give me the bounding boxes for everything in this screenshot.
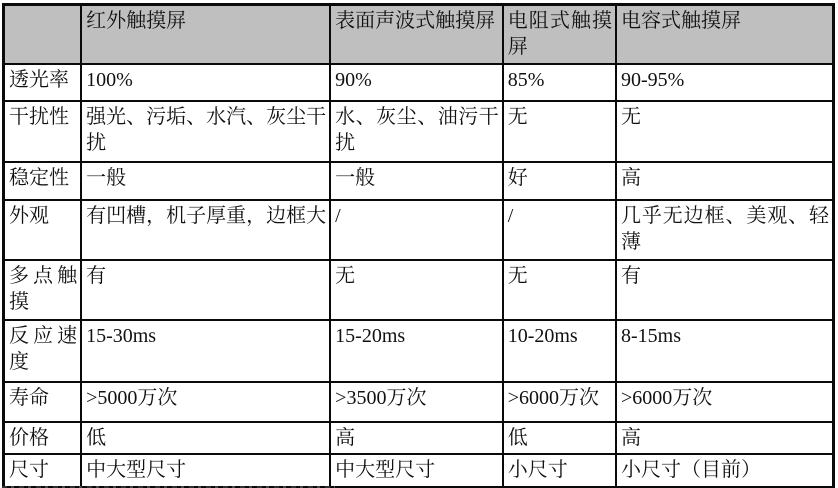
row-label: 外观: [4, 200, 82, 260]
cell-value: 强光、污垢、水汽、灰尘干扰: [81, 101, 330, 162]
cell-value: 低: [81, 422, 330, 454]
cell-value: 无: [330, 260, 503, 320]
row-label: 反应速度: [4, 320, 82, 382]
cell-value: 几乎无边框、美观、轻薄: [616, 200, 833, 260]
header-infrared: 红外触摸屏: [81, 5, 330, 64]
cell-value: 高: [616, 162, 833, 200]
page: [0, 3, 838, 488]
cell-value: 高: [330, 422, 503, 454]
table-row-multitouch: [4, 260, 834, 320]
cell-value: >5000万次: [81, 382, 330, 422]
header-surface-acoustic-wave: 表面声波式触摸屏: [330, 5, 503, 64]
cell-value: 无: [616, 101, 833, 162]
cell-value: 小尺寸: [503, 454, 616, 487]
cell-value: 有凹槽，机子厚重，边框大: [81, 200, 330, 260]
cell-value: 一般: [81, 162, 330, 200]
table-row-lifespan: [4, 382, 834, 422]
cell-value: 有: [616, 260, 833, 320]
cell-value: 高: [616, 422, 833, 454]
row-label: 干扰性: [4, 101, 82, 162]
cell-value: 85%: [503, 64, 616, 101]
cell-value: 90-95%: [616, 64, 833, 101]
table-row-transmittance: [4, 64, 834, 101]
row-label: 稳定性: [4, 162, 82, 200]
cell-value: 低: [503, 422, 616, 454]
cell-value: 90%: [330, 64, 503, 101]
header-capacitive: 电容式触摸屏: [616, 5, 833, 64]
row-label: 透光率: [4, 64, 82, 101]
table-row-stability: [4, 162, 834, 200]
cell-value: 无: [503, 101, 616, 162]
cell-value: 小尺寸（目前）: [616, 454, 833, 487]
cell-value: >6000万次: [616, 382, 833, 422]
cell-value: 一般: [330, 162, 503, 200]
cell-value: 15-20ms: [330, 320, 503, 382]
touchscreen-comparison-table: [2, 3, 835, 488]
header-resistive: 电阻式触摸屏: [503, 5, 616, 64]
cell-value: 8-15ms: [616, 320, 833, 382]
cell-value: 有: [81, 260, 330, 320]
table-row-price: [4, 422, 834, 454]
table-row-size: [4, 454, 834, 487]
cell-value: 10-20ms: [503, 320, 616, 382]
cell-value: 中大型尺寸: [81, 454, 330, 487]
cell-value: 好: [503, 162, 616, 200]
cell-value: 100%: [81, 64, 330, 101]
header-corner-cell: [4, 5, 82, 64]
table-header-row: [4, 5, 834, 64]
table-row-response-speed: [4, 320, 834, 382]
cell-value: 中大型尺寸: [330, 454, 503, 487]
row-label: 尺寸: [4, 454, 82, 487]
cell-value: >3500万次: [330, 382, 503, 422]
row-label: 多点触摸: [4, 260, 82, 320]
table-row-interference: [4, 101, 834, 162]
cell-value: >6000万次: [503, 382, 616, 422]
cell-value: 15-30ms: [81, 320, 330, 382]
table-row-appearance: [4, 200, 834, 260]
row-label: 寿命: [4, 382, 82, 422]
cell-value: /: [330, 200, 503, 260]
cell-value: 水、灰尘、油污干扰: [330, 101, 503, 162]
row-label: 价格: [4, 422, 82, 454]
cell-value: 无: [503, 260, 616, 320]
cell-value: /: [503, 200, 616, 260]
